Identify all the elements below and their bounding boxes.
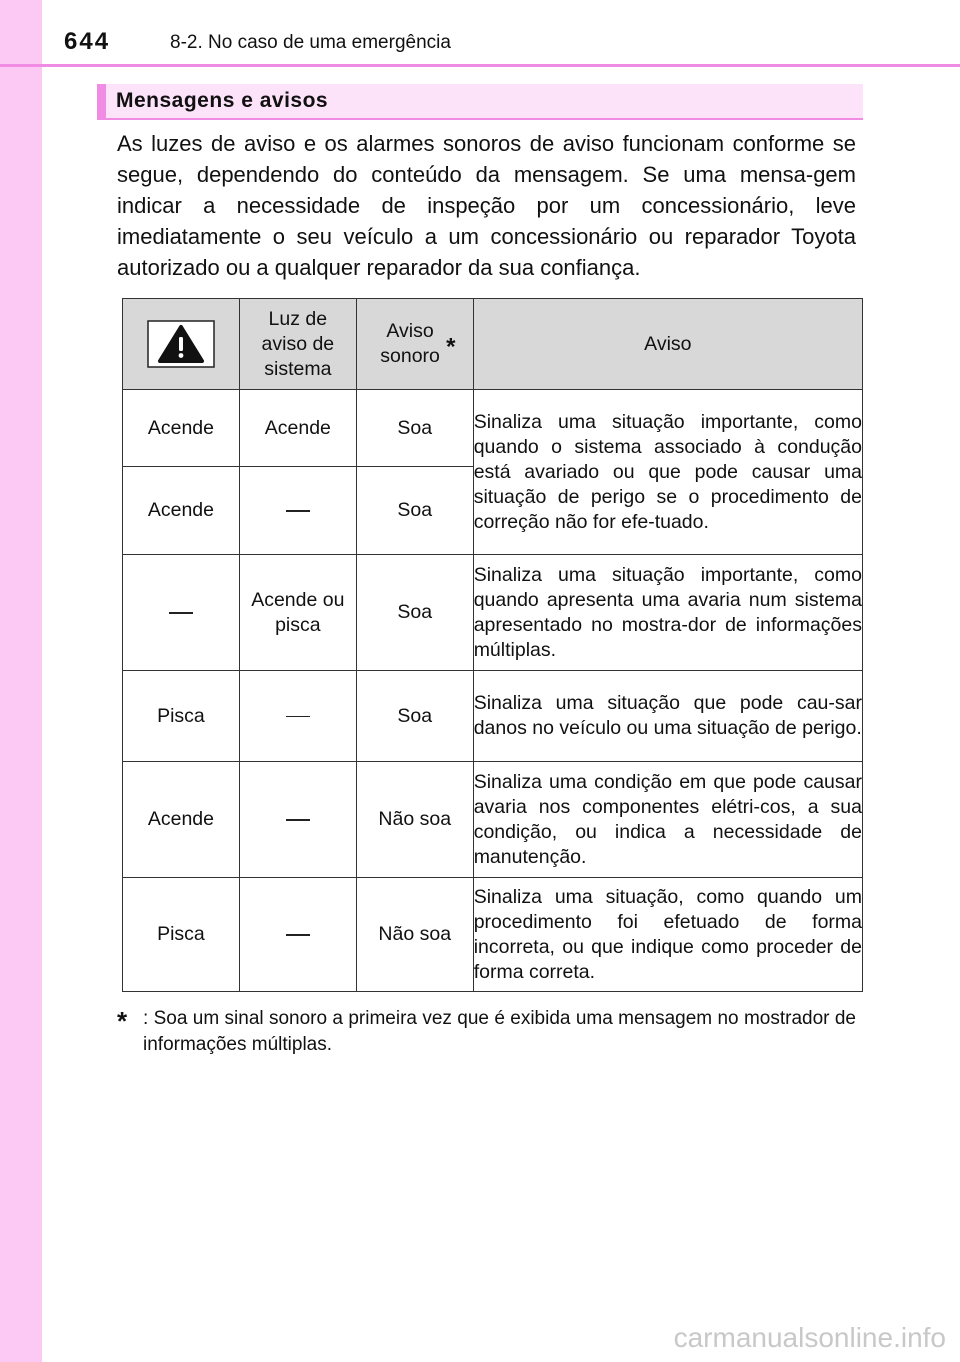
- cell-light: [239, 671, 356, 762]
- cell-sound: Soa: [356, 555, 473, 671]
- warning-table: [122, 298, 863, 992]
- cell-light: [239, 878, 356, 992]
- cell-sound: Soa: [356, 390, 473, 467]
- cell-light: [239, 555, 356, 671]
- cell-icon-state: [123, 555, 240, 671]
- cell-notice: Sinaliza uma situação, como quando um procedimento foi efetuado de forma incorreta, ou que indique como proceder de forma correta.: [473, 878, 862, 992]
- cell-sound: Não soa: [356, 878, 473, 992]
- cell-icon-state: Acende: [123, 762, 240, 878]
- cell-light: [239, 467, 356, 555]
- side-color-strip: [0, 0, 42, 1362]
- cell-notice: Sinaliza uma situação importante, como quando apresenta uma avaria num sistema apresentado no mostra-dor de informações múltiplas.: [473, 555, 862, 671]
- table-row: [123, 762, 863, 878]
- watermark: carmanualsonline.info: [673, 1322, 946, 1353]
- dash-mark: [286, 819, 310, 821]
- header-sound: [356, 299, 473, 390]
- header-sound-label: Aviso sonoro: [380, 320, 440, 367]
- table-row: [123, 878, 863, 992]
- footnote: [117, 1004, 856, 1058]
- cell-notice: Sinaliza uma situação que pode cau-sar danos no veículo ou uma situação de perigo.: [473, 671, 862, 762]
- cell-sound: Soa: [356, 671, 473, 762]
- dash-mark: [286, 716, 310, 718]
- header-divider: [0, 64, 960, 67]
- page-number: 644: [64, 28, 111, 55]
- cell-light: [239, 762, 356, 878]
- cell-icon-state: Acende: [123, 467, 240, 555]
- table-row: [123, 555, 863, 671]
- cell-notice: Sinaliza uma condição em que pode causar avaria nos componentes elétri-cos, a sua condição, ou indica a necessidade de manutenção.: [473, 762, 862, 878]
- header-notice: Aviso: [473, 299, 862, 390]
- header-icon-cell: [123, 299, 240, 390]
- section-header: [97, 84, 863, 120]
- table-header-row: [123, 299, 863, 390]
- dash-mark: [169, 612, 193, 614]
- cell-icon-state: Acende: [123, 390, 240, 467]
- header-light: Luz de aviso de sistema: [239, 299, 356, 390]
- dash-mark: [286, 510, 310, 512]
- dash-mark: [286, 934, 310, 936]
- cell-notice: Sinaliza uma situação importante, como quando o sistema associado à condução está avariado ou que pode causar uma situação de perigo se o procedimento de correção não for efe-tuado.: [473, 390, 862, 555]
- table-row: [123, 671, 863, 762]
- cell-light: Acende: [239, 390, 356, 467]
- footnote-text: : Soa um sinal sonoro a primeira vez que é exibida uma mensagem no mostrador de informações múltiplas.: [143, 1008, 856, 1055]
- section-title: Mensagens e avisos: [116, 89, 329, 112]
- section-accent: [97, 84, 106, 118]
- warning-triangle-icon: [147, 320, 215, 368]
- cell-icon-state: Pisca: [123, 671, 240, 762]
- header-sound-mark: *: [446, 333, 456, 361]
- cell-light-text: Acende ou pisca: [251, 588, 345, 636]
- footnote-mark: *: [117, 1006, 128, 1036]
- cell-icon-state: Pisca: [123, 878, 240, 992]
- table-row: [123, 390, 863, 467]
- cell-sound: Soa: [356, 467, 473, 555]
- cell-sound: Não soa: [356, 762, 473, 878]
- intro-paragraph: As luzes de aviso e os alarmes sonoros de aviso funcionam conforme se segue, dependendo do conteúdo da mensagem. Se uma mensa-gem indicar a necessidade de inspeção por um concessionário, leve imediatamente o seu veículo a um concessionário ou reparador Toyota autorizado ou a qualquer reparador da sua confiança.: [117, 131, 856, 280]
- chapter-title: 8-2. No caso de uma emergência: [170, 32, 451, 53]
